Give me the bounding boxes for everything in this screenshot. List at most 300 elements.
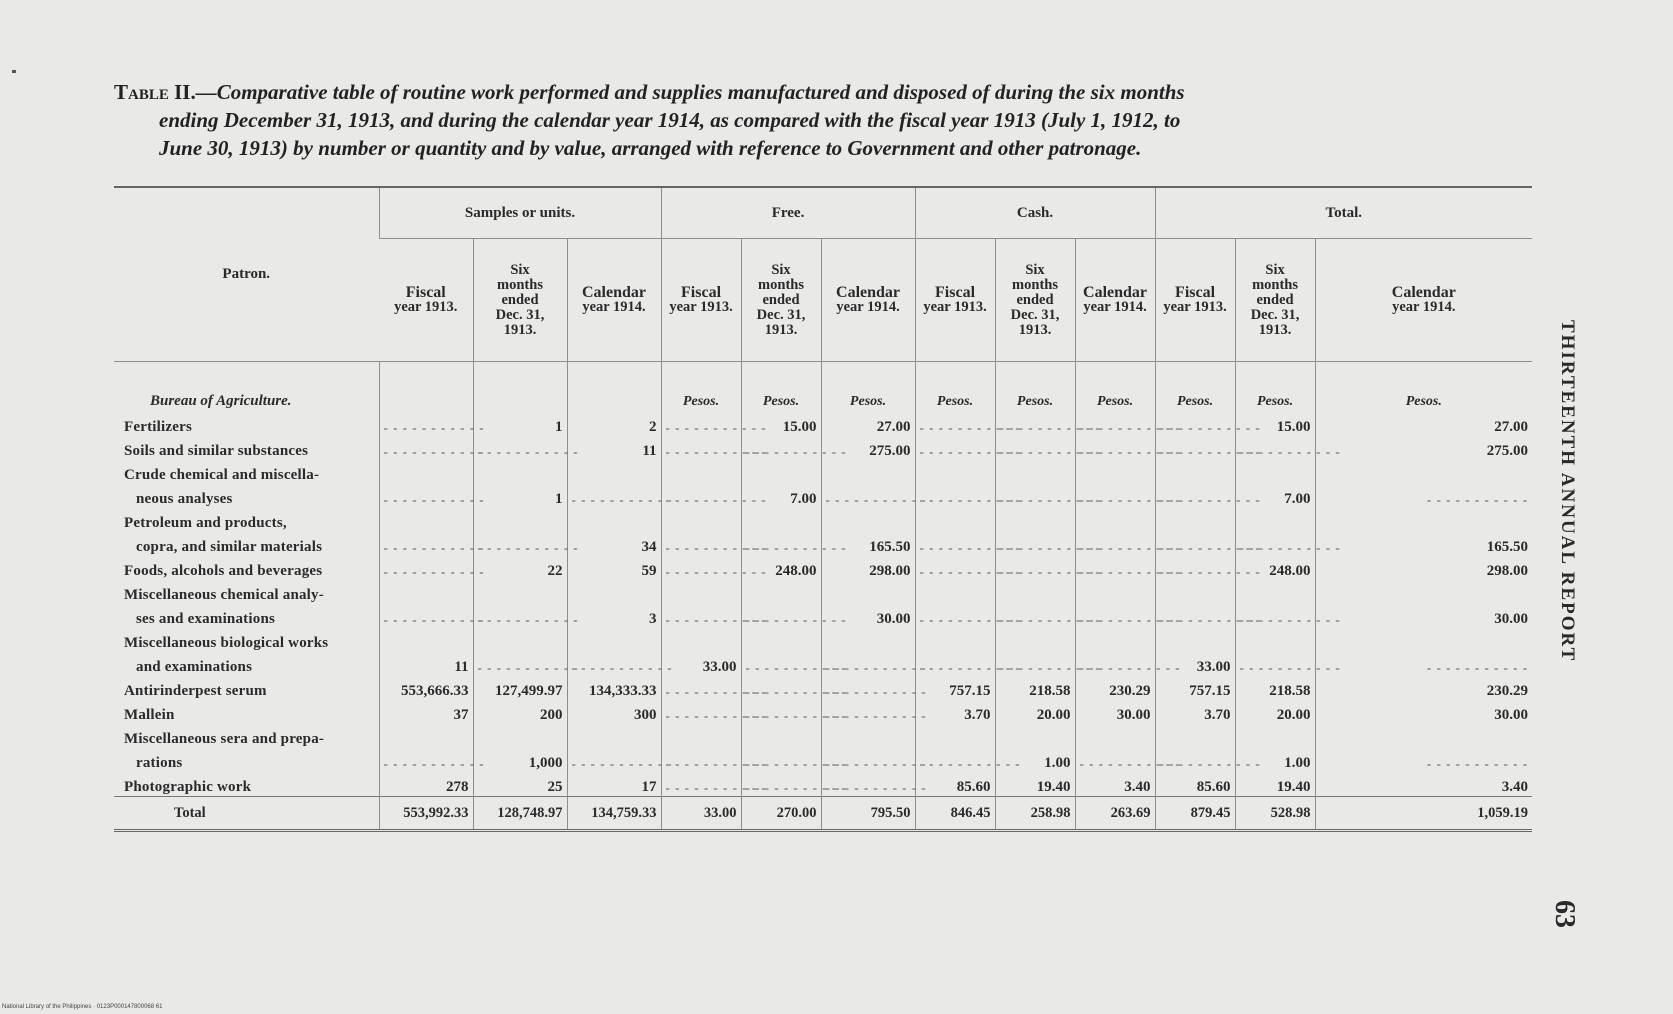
table-cell: 2	[567, 412, 661, 436]
table-cell: 30.00	[1315, 604, 1532, 628]
unit-label: Pesos.	[661, 362, 741, 413]
table-cell: 218.58	[1235, 676, 1315, 700]
table-cell: 33.00	[1155, 652, 1235, 676]
page-number: 63	[1549, 900, 1580, 928]
table-row	[114, 436, 1532, 460]
leader-dots: - - - - - - - - - - -	[995, 604, 1075, 628]
table-cell-empty	[1075, 580, 1155, 604]
section-row	[114, 362, 1532, 413]
table-cell-empty	[821, 628, 915, 652]
row-label: Miscellaneous chemical analy-	[124, 587, 324, 603]
leader-dots: - - - - - - - - - - -	[995, 412, 1075, 436]
total-cell: 33.00	[661, 797, 741, 831]
table-cell-empty	[473, 580, 567, 604]
table-cell-empty	[1075, 508, 1155, 532]
subheader-line: Six	[510, 261, 530, 278]
subheader-line: year 1914.	[836, 299, 900, 315]
table-cell-empty	[821, 508, 915, 532]
leader-dots: - - - - - - - - - - -	[1315, 484, 1532, 508]
table-cell: 15.00	[741, 412, 821, 436]
table-cell-empty	[1235, 628, 1315, 652]
subheader-six-months	[995, 239, 1075, 362]
row-label: Mallein	[124, 707, 175, 723]
leader-dots: - - - - - - - - - - -	[661, 748, 741, 772]
table-cell-empty	[1075, 724, 1155, 748]
table-cell: 85.60	[1155, 772, 1235, 797]
table-cell-empty	[1075, 628, 1155, 652]
leader-dots: - - - - - - - - - - -	[1155, 436, 1235, 460]
subheader-line: months	[1012, 276, 1058, 293]
table-row	[114, 700, 1532, 724]
subheader-line: 1913.	[1018, 321, 1052, 338]
table-cell: 7.00	[741, 484, 821, 508]
subheader-line: year 1914.	[1392, 299, 1456, 315]
subheader-calendar	[821, 239, 915, 362]
table-cell: 3	[567, 604, 661, 628]
row-label: ses and examinations	[136, 611, 276, 627]
leader-dots: - - - - - - - - - - -	[1235, 604, 1315, 628]
table-cell: 134,333.33	[567, 676, 661, 700]
subheader-line: ended	[1016, 291, 1054, 308]
table-cell-empty	[473, 724, 567, 748]
leader-dots: - - - - - - - - - - -	[821, 652, 915, 676]
total-label: Total	[114, 797, 379, 831]
table-cell-empty	[1155, 724, 1235, 748]
table-cell-empty	[1155, 580, 1235, 604]
subheader-line: Dec. 31,	[495, 306, 545, 323]
subheader-line: Calendar	[1083, 284, 1148, 301]
table-cell-empty	[661, 724, 741, 748]
table-cell: 20.00	[1235, 700, 1315, 724]
leader-dots: - - - - - - - - - - -	[1075, 748, 1155, 772]
table-cell-empty	[567, 724, 661, 748]
subheader-calendar	[567, 239, 661, 362]
table-cell: 553,666.33	[379, 676, 473, 700]
table-cell: 165.50	[1315, 532, 1532, 556]
table-cell: 33.00	[661, 652, 741, 676]
leader-dots: - - - - - - - - - - -	[821, 484, 915, 508]
table-cell: 298.00	[1315, 556, 1532, 580]
table-cell: 275.00	[1315, 436, 1532, 460]
leader-dots: - - - - - - - - - - -	[473, 652, 567, 676]
table-row	[114, 676, 1532, 700]
table-row	[114, 412, 1532, 436]
table-cell-empty	[1315, 508, 1532, 532]
table-cell: 15.00	[1235, 412, 1315, 436]
leader-dots: - - - - - - - - - - -	[915, 412, 995, 436]
table-cell: 27.00	[821, 412, 915, 436]
table-cell-empty	[1315, 724, 1532, 748]
running-title: THIRTEENTH ANNUAL REPORT	[1557, 320, 1578, 663]
unit-label: Pesos.	[1075, 362, 1155, 413]
leader-dots: - - - - - - - - - - -	[741, 676, 821, 700]
table-cell-empty	[661, 580, 741, 604]
table-cell-empty	[915, 508, 995, 532]
table-cell-empty	[741, 508, 821, 532]
group-header-cash: Cash.	[915, 187, 1155, 239]
table-cell: 37	[379, 700, 473, 724]
leader-dots: - - - - - - - - - - -	[661, 556, 741, 580]
subheader-line: Calendar	[582, 284, 646, 301]
subheader-line: months	[497, 276, 543, 293]
table-cell-empty	[1155, 628, 1235, 652]
leader-dots: - - - - - - - - - - -	[915, 556, 995, 580]
table-cell-empty	[473, 508, 567, 532]
leader-dots: - - - - - - - - - - -	[915, 532, 995, 556]
table-cell: 11	[567, 436, 661, 460]
table-cell: 3.40	[1315, 772, 1532, 797]
group-header-samples: Samples or units.	[379, 187, 661, 239]
table-row	[114, 652, 1532, 676]
unit-label: Pesos.	[995, 362, 1075, 413]
row-label: Petroleum and products,	[124, 515, 287, 531]
leader-dots: - - - - - - - - - - -	[1235, 436, 1315, 460]
subheader-line: year 1914.	[1083, 299, 1147, 315]
leader-dots: - - - - - - - - - - -	[1235, 532, 1315, 556]
subheader-line: Calendar	[1391, 284, 1456, 301]
table-cell-empty	[379, 724, 473, 748]
leader-dots: - - - - - - - - - - -	[915, 748, 995, 772]
total-cell: 528.98	[1235, 797, 1315, 831]
total-cell: 553,992.33	[379, 797, 473, 831]
subheader-calendar	[1075, 239, 1155, 362]
subheader-six-months	[741, 239, 821, 362]
table-cell: 20.00	[995, 700, 1075, 724]
table-cell: 1.00	[1235, 748, 1315, 772]
leader-dots: - - - - - - - - - - -	[1315, 748, 1532, 772]
table-cell: 85.60	[915, 772, 995, 797]
leader-dots: - - - - - - - - - - -	[1075, 532, 1155, 556]
row-label: Fertilizers	[124, 419, 192, 435]
table-cell-empty	[567, 508, 661, 532]
leader-dots: - - - - - - - - - - -	[915, 436, 995, 460]
table-cell-empty	[741, 724, 821, 748]
table-row	[114, 532, 1532, 556]
leader-dots: - - - - - - - - - - -	[821, 772, 915, 797]
table-cell: 757.15	[1155, 676, 1235, 700]
subheader-line: year 1913.	[669, 299, 733, 315]
table-cell-empty	[915, 580, 995, 604]
subheader-calendar	[1315, 239, 1532, 362]
leader-dots: - - - - - - - - - - -	[995, 532, 1075, 556]
row-label: and examinations	[136, 659, 253, 675]
leader-dots: - - - - - - - - - - -	[1155, 412, 1235, 436]
leader-dots: - - - - - - - - - - -	[661, 676, 741, 700]
table-cell-empty	[1155, 460, 1235, 484]
comparative-table	[114, 186, 1529, 832]
subheader-line: Dec. 31,	[756, 306, 806, 323]
section-label: Bureau of Agriculture.	[150, 393, 292, 409]
leader-dots: - - - - - - - - - - -	[379, 436, 473, 460]
leader-dots: - - - - - - - - - - -	[661, 412, 741, 436]
subheader-fiscal	[661, 239, 741, 362]
subheader-line: ended	[1256, 291, 1294, 308]
table-cell: 25	[473, 772, 567, 797]
table-cell-empty	[1075, 460, 1155, 484]
leader-dots: - - - - - - - - - - -	[379, 412, 473, 436]
row-label: Miscellaneous biological works	[124, 635, 329, 651]
table-cell-empty	[995, 580, 1075, 604]
leader-dots: - - - - - - - - - - -	[741, 772, 821, 797]
table-cell-empty	[821, 580, 915, 604]
table-cell-empty	[995, 508, 1075, 532]
table-cell-empty	[1235, 508, 1315, 532]
scan-footer: National Library of the Philippines · 0123P000147800068 61	[2, 1004, 163, 1010]
leader-dots: - - - - - - - - - - -	[995, 652, 1075, 676]
table-cell: 30.00	[821, 604, 915, 628]
table-row	[114, 580, 1532, 604]
subheader-line: ended	[762, 291, 800, 308]
subheader-six-months	[1235, 239, 1315, 362]
leader-dots: - - - - - - - - - - -	[473, 532, 567, 556]
subheader-line: Dec. 31,	[1010, 306, 1060, 323]
table-cell: 3.40	[1075, 772, 1155, 797]
caption-line-2: ending December 31, 1913, and during the calendar year 1914, as compared with the fiscal year 1913 (July 1, 1912, to	[159, 108, 1181, 132]
subheader-line: 1913.	[1258, 321, 1292, 338]
table-cell-empty	[915, 628, 995, 652]
table-cell: 278	[379, 772, 473, 797]
leader-dots: - - - - - - - - - - -	[741, 604, 821, 628]
table-cell-empty	[915, 724, 995, 748]
table-cell-empty	[1315, 580, 1532, 604]
unit-label: Pesos.	[1155, 362, 1235, 413]
row-label: Foods, alcohols and beverages	[124, 563, 323, 579]
table-cell: 1	[473, 412, 567, 436]
table-cell-empty	[995, 724, 1075, 748]
table-cell-empty	[741, 628, 821, 652]
leader-dots: - - - - - - - - - - -	[1075, 556, 1155, 580]
table-cell-empty	[741, 460, 821, 484]
table-cell: 3.70	[1155, 700, 1235, 724]
table-cell: 11	[379, 652, 473, 676]
leader-dots: - - - - - - - - - - -	[995, 484, 1075, 508]
leader-dots: - - - - - - - - - - -	[741, 436, 821, 460]
unit-label: Pesos.	[1235, 362, 1315, 413]
row-label: Miscellaneous sera and prepa-	[124, 731, 325, 747]
total-cell: 134,759.33	[567, 797, 661, 831]
table-cell-empty	[379, 460, 473, 484]
subheader-line: Six	[1265, 261, 1285, 278]
unit-label: Pesos.	[1315, 362, 1532, 413]
leader-dots: - - - - - - - - - - -	[995, 556, 1075, 580]
leader-dots: - - - - - - - - - - -	[661, 700, 741, 724]
table-row	[114, 604, 1532, 628]
leader-dots: - - - - - - - - - - -	[661, 436, 741, 460]
subheader-line: year 1914.	[582, 299, 646, 315]
leader-dots: - - - - - - - - - - -	[741, 748, 821, 772]
table-cell: 3.70	[915, 700, 995, 724]
caption-line-1: —Comparative table of routine work performed and supplies manufactured and disposed of during the six months	[195, 80, 1185, 104]
leader-dots: - - - - - - - - - - -	[1155, 556, 1235, 580]
total-cell: 879.45	[1155, 797, 1235, 831]
leader-dots: - - - - - - - - - - -	[1155, 532, 1235, 556]
leader-dots: - - - - - - - - - - -	[1075, 652, 1155, 676]
subheader-line: ended	[501, 291, 539, 308]
subheader-line: year 1913.	[923, 299, 987, 315]
leader-dots: - - - - - - - - - - -	[473, 604, 567, 628]
total-row	[114, 797, 1532, 831]
table-cell-empty	[661, 628, 741, 652]
leader-dots: - - - - - - - - - - -	[567, 484, 661, 508]
subheader-line: 1913.	[764, 321, 798, 338]
unit-label: Pesos.	[915, 362, 995, 413]
table-cell-empty	[1235, 460, 1315, 484]
subheader-line: Six	[1025, 261, 1045, 278]
caption-lead: Table II.	[114, 80, 196, 104]
leader-dots: - - - - - - - - - - -	[379, 604, 473, 628]
table-caption	[114, 78, 1514, 162]
table-cell: 7.00	[1235, 484, 1315, 508]
subheader-line: year 1913.	[394, 299, 458, 315]
subheader-line: months	[758, 276, 804, 293]
table-cell-empty	[1235, 724, 1315, 748]
total-cell: 846.45	[915, 797, 995, 831]
subheader-fiscal	[379, 239, 473, 362]
table-row	[114, 460, 1532, 484]
leader-dots: - - - - - - - - - - -	[473, 436, 567, 460]
leader-dots: - - - - - - - - - - -	[567, 748, 661, 772]
leader-dots: - - - - - - - - - - -	[1075, 604, 1155, 628]
table-cell: 1	[473, 484, 567, 508]
leader-dots: - - - - - - - - - - -	[661, 484, 741, 508]
table-cell: 300	[567, 700, 661, 724]
total-cell: 1,059.19	[1315, 797, 1532, 831]
table-cell-empty	[821, 724, 915, 748]
unit-label: Pesos.	[821, 362, 915, 413]
subheader-line: Calendar	[836, 284, 901, 301]
table-cell-empty	[567, 460, 661, 484]
subheader-line: Dec. 31,	[1250, 306, 1300, 323]
leader-dots: - - - - - - - - - - -	[1075, 412, 1155, 436]
total-cell: 128,748.97	[473, 797, 567, 831]
subheader-fiscal	[915, 239, 995, 362]
table-cell-empty	[821, 460, 915, 484]
leader-dots: - - - - - - - - - - -	[741, 700, 821, 724]
row-label: Crude chemical and miscella-	[124, 467, 320, 483]
table-cell: 230.29	[1315, 676, 1532, 700]
leader-dots: - - - - - - - - - - -	[915, 484, 995, 508]
table-cell-empty	[741, 580, 821, 604]
table-cell: 757.15	[915, 676, 995, 700]
subheader-line: Six	[771, 261, 791, 278]
table-cell: 22	[473, 556, 567, 580]
subheader-fiscal	[1155, 239, 1235, 362]
leader-dots: - - - - - - - - - - -	[661, 772, 741, 797]
leader-dots: - - - - - - - - - - -	[1235, 652, 1315, 676]
table-cell: 275.00	[821, 436, 915, 460]
leader-dots: - - - - - - - - - - -	[661, 604, 741, 628]
table-cell-empty	[379, 580, 473, 604]
table-cell: 230.29	[1075, 676, 1155, 700]
subheader-line: 1913.	[503, 321, 537, 338]
table-cell-empty	[379, 628, 473, 652]
table-cell: 30.00	[1315, 700, 1532, 724]
group-header-free: Free.	[661, 187, 915, 239]
subheader-line: year 1913.	[1163, 299, 1227, 315]
leader-dots: - - - - - - - - - - -	[821, 700, 915, 724]
table-cell-empty	[1235, 580, 1315, 604]
leader-dots: - - - - - - - - - - -	[379, 484, 473, 508]
patron-header: Patron.	[114, 187, 379, 362]
table-cell: 218.58	[995, 676, 1075, 700]
table-row	[114, 556, 1532, 580]
table-cell: 248.00	[741, 556, 821, 580]
subheader-six-months	[473, 239, 567, 362]
row-label: Soils and similar substances	[124, 443, 309, 459]
table-cell-empty	[473, 628, 567, 652]
leader-dots: - - - - - - - - - - -	[1075, 436, 1155, 460]
table-cell: 1,000	[473, 748, 567, 772]
row-label: rations	[136, 755, 183, 771]
leader-dots: - - - - - - - - - - -	[741, 652, 821, 676]
table-row	[114, 748, 1532, 772]
total-cell: 263.69	[1075, 797, 1155, 831]
leader-dots: - - - - - - - - - - -	[821, 748, 915, 772]
table-cell-empty	[379, 508, 473, 532]
row-label: copra, and similar materials	[136, 539, 323, 555]
unit-label: Pesos.	[741, 362, 821, 413]
table-cell: 19.40	[995, 772, 1075, 797]
row-label: Photographic work	[124, 779, 252, 795]
leader-dots: - - - - - - - - - - -	[661, 532, 741, 556]
table-cell: 59	[567, 556, 661, 580]
table-cell-empty	[661, 460, 741, 484]
subheader-line: Fiscal	[405, 284, 446, 301]
row-label: Antirinderpest serum	[124, 683, 267, 699]
leader-dots: - - - - - - - - - - -	[1155, 484, 1235, 508]
total-cell: 270.00	[741, 797, 821, 831]
table-cell: 30.00	[1075, 700, 1155, 724]
table-cell: 127,499.97	[473, 676, 567, 700]
table-cell-empty	[661, 508, 741, 532]
group-header-total: Total.	[1155, 187, 1532, 239]
leader-dots: - - - - - - - - - - -	[1315, 652, 1532, 676]
subheader-line: Fiscal	[1175, 284, 1216, 301]
table-row	[114, 724, 1532, 748]
table-cell: 19.40	[1235, 772, 1315, 797]
table-cell: 1.00	[995, 748, 1075, 772]
table-cell-empty	[567, 580, 661, 604]
leader-dots: - - - - - - - - - - -	[1075, 484, 1155, 508]
leader-dots: - - - - - - - - - - -	[995, 436, 1075, 460]
total-cell: 795.50	[821, 797, 915, 831]
total-cell: 258.98	[995, 797, 1075, 831]
table-row	[114, 772, 1532, 797]
row-label: neous analyses	[136, 491, 233, 507]
table-cell-empty	[1315, 460, 1532, 484]
leader-dots: - - - - - - - - - - -	[915, 604, 995, 628]
table-row	[114, 484, 1532, 508]
table-cell: 298.00	[821, 556, 915, 580]
caption-line-3: June 30, 1913) by number or quantity and by value, arranged with reference to Government and other patronage.	[159, 136, 1142, 160]
table-row	[114, 628, 1532, 652]
table-cell: 200	[473, 700, 567, 724]
table-cell: 27.00	[1315, 412, 1532, 436]
leader-dots: - - - - - - - - - - -	[1155, 748, 1235, 772]
table-cell-empty	[915, 460, 995, 484]
table-cell-empty	[995, 460, 1075, 484]
leader-dots: - - - - - - - - - - -	[379, 748, 473, 772]
table-cell: 34	[567, 532, 661, 556]
table-row	[114, 508, 1532, 532]
subheader-line: months	[1252, 276, 1299, 293]
subheader-line: Fiscal	[681, 284, 722, 301]
leader-dots: - - - - - - - - - - -	[567, 652, 661, 676]
leader-dots: - - - - - - - - - - -	[741, 532, 821, 556]
table-cell-empty	[1315, 628, 1532, 652]
table-cell-empty	[473, 460, 567, 484]
table-cell-empty	[995, 628, 1075, 652]
